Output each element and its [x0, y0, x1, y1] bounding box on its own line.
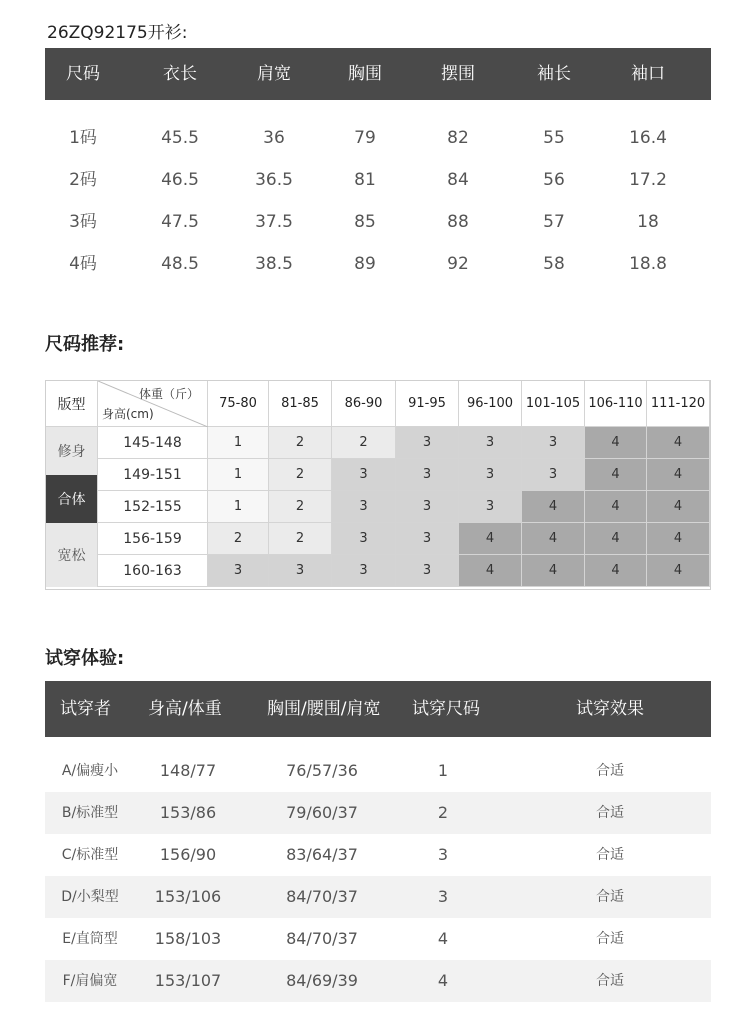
tryon-cell: C/标准型 [61, 847, 119, 863]
tryon-cell: E/直筒型 [62, 931, 118, 947]
weight-range: 91-95 [396, 381, 459, 427]
tryon-cell: D/小梨型 [61, 889, 119, 905]
tryon-table-header [45, 681, 711, 737]
recommend-title: 尺码推荐: [45, 334, 125, 355]
tryon-row [45, 834, 711, 876]
spec-header-cell: 尺码 [66, 64, 100, 84]
tryon-header-cell: 试穿效果 [576, 699, 644, 719]
size-cell: 4 [585, 555, 647, 587]
size-cell: 4 [585, 427, 647, 459]
size-cell: 3 [396, 491, 459, 523]
tryon-header-cell: 试穿尺码 [412, 699, 480, 719]
tryon-cell: 2 [437, 803, 449, 822]
spec-cell: 58 [543, 254, 565, 274]
size-cell: 3 [269, 555, 332, 587]
size-cell: 3 [459, 459, 522, 491]
tryon-cell: 153/106 [154, 887, 222, 906]
spec-cell: 36 [263, 128, 285, 148]
tryon-cell: 合适 [596, 931, 624, 947]
tryon-cell: 合适 [596, 889, 624, 905]
size-cell: 1 [208, 427, 269, 459]
size-cell: 3 [459, 491, 522, 523]
size-cell: 3 [396, 523, 459, 555]
tryon-cell: 84/69/39 [286, 971, 358, 990]
spec-cell: 4码 [69, 254, 97, 274]
size-cell: 4 [522, 491, 585, 523]
tryon-cell: 合适 [596, 847, 624, 863]
weight-range: 86-90 [332, 381, 396, 427]
size-cell: 1 [208, 491, 269, 523]
size-cell: 3 [396, 427, 459, 459]
tryon-cell: 156/90 [159, 845, 217, 864]
spec-row [45, 117, 711, 159]
spec-cell: 79 [354, 128, 376, 148]
size-cell: 3 [459, 427, 522, 459]
size-cell: 3 [332, 459, 396, 491]
tryon-cell: 4 [437, 971, 449, 990]
spec-cell: 18.8 [629, 254, 667, 274]
size-cell: 3 [396, 555, 459, 587]
spec-cell: 18 [637, 212, 659, 232]
spec-cell: 16.4 [629, 128, 667, 148]
tryon-header-cell: 试穿者 [60, 699, 111, 719]
size-cell: 2 [269, 523, 332, 555]
weight-height-header [98, 381, 208, 427]
spec-cell: 57 [543, 212, 565, 232]
size-cell: 4 [647, 491, 710, 523]
size-cell: 2 [269, 491, 332, 523]
spec-header-cell: 摆围 [441, 64, 475, 84]
tryon-cell: 合适 [596, 805, 624, 821]
size-cell: 4 [647, 523, 710, 555]
size-cell: 3 [522, 459, 585, 491]
tryon-cell: 84/70/37 [286, 929, 358, 948]
tryon-cell: 158/103 [154, 929, 222, 948]
size-cell: 4 [585, 523, 647, 555]
spec-cell: 56 [543, 170, 565, 190]
size-cell: 3 [396, 459, 459, 491]
version-cell: 宽松 [46, 523, 98, 587]
tryon-row [45, 876, 711, 918]
size-cell: 3 [208, 555, 269, 587]
tryon-cell: A/偏瘦小 [61, 763, 119, 779]
tryon-cell: F/肩偏宽 [62, 973, 118, 989]
spec-header-cell: 袖口 [631, 64, 665, 84]
tryon-title: 试穿体验: [45, 648, 125, 669]
spec-header-cell: 肩宽 [257, 64, 291, 84]
height-label: 身高(cm) [102, 407, 154, 421]
spec-cell: 92 [447, 254, 469, 274]
spec-cell: 47.5 [161, 212, 199, 232]
spec-cell: 55 [543, 128, 565, 148]
spec-cell: 84 [447, 170, 469, 190]
tryon-cell: 1 [437, 761, 449, 780]
spec-cell: 36.5 [255, 170, 293, 190]
tryon-row [45, 750, 711, 792]
version-cell: 合体 [46, 475, 98, 523]
tryon-cell: 153/107 [154, 971, 222, 990]
height-range: 156-159 [98, 523, 208, 555]
weight-range: 106-110 [585, 381, 647, 427]
size-cell: 2 [332, 427, 396, 459]
spec-row [45, 159, 711, 201]
weight-range: 111-120 [647, 381, 710, 427]
spec-row [45, 201, 711, 243]
size-cell: 4 [647, 555, 710, 587]
tryon-cell: 4 [437, 929, 449, 948]
weight-label: 体重（斤） [138, 387, 199, 401]
spec-cell: 37.5 [255, 212, 293, 232]
tryon-cell: 83/64/37 [286, 845, 358, 864]
size-cell: 3 [522, 427, 585, 459]
tryon-cell: 84/70/37 [286, 887, 358, 906]
weight-range: 75-80 [208, 381, 269, 427]
tryon-cell: 79/60/37 [286, 803, 358, 822]
tryon-row [45, 960, 711, 1002]
tryon-row [45, 792, 711, 834]
size-cell: 4 [522, 523, 585, 555]
size-cell: 3 [332, 491, 396, 523]
spec-table-header [45, 48, 711, 100]
tryon-cell: 3 [437, 887, 449, 906]
tryon-row [45, 918, 711, 960]
weight-range: 81-85 [269, 381, 332, 427]
height-range: 145-148 [98, 427, 208, 459]
height-range: 152-155 [98, 491, 208, 523]
version-header: 版型 [46, 381, 98, 427]
spec-header-cell: 胸围 [348, 64, 382, 84]
spec-cell: 89 [354, 254, 376, 274]
size-cell: 4 [647, 427, 710, 459]
size-recommend-grid [45, 380, 711, 590]
tryon-header-cell: 身高/体重 [148, 699, 222, 719]
spec-row [45, 243, 711, 285]
size-cell: 4 [647, 459, 710, 491]
size-cell: 3 [332, 523, 396, 555]
spec-cell: 85 [354, 212, 376, 232]
tryon-cell: 3 [437, 845, 449, 864]
spec-cell: 38.5 [255, 254, 293, 274]
weight-range: 96-100 [459, 381, 522, 427]
tryon-header-cell: 胸围/腰围/肩宽 [267, 699, 381, 719]
weight-range: 101-105 [522, 381, 585, 427]
tryon-cell: 148/77 [159, 761, 217, 780]
tryon-cell: 合适 [596, 763, 624, 779]
spec-title: 26ZQ92175开衫: [47, 23, 188, 43]
spec-cell: 82 [447, 128, 469, 148]
spec-cell: 1码 [69, 128, 97, 148]
spec-cell: 3码 [69, 212, 97, 232]
size-cell: 2 [208, 523, 269, 555]
tryon-cell: 153/86 [159, 803, 217, 822]
spec-cell: 88 [447, 212, 469, 232]
spec-header-cell: 衣长 [163, 64, 197, 84]
size-cell: 4 [585, 491, 647, 523]
spec-cell: 2码 [69, 170, 97, 190]
spec-cell: 81 [354, 170, 376, 190]
version-cell: 修身 [46, 427, 98, 475]
size-cell: 4 [585, 459, 647, 491]
tryon-cell: 合适 [596, 973, 624, 989]
spec-cell: 48.5 [161, 254, 199, 274]
spec-header-cell: 袖长 [537, 64, 571, 84]
height-range: 160-163 [98, 555, 208, 587]
size-cell: 4 [522, 555, 585, 587]
size-cell: 4 [459, 523, 522, 555]
size-cell: 2 [269, 459, 332, 491]
size-cell: 3 [332, 555, 396, 587]
spec-cell: 45.5 [161, 128, 199, 148]
spec-cell: 46.5 [161, 170, 199, 190]
tryon-cell: 76/57/36 [286, 761, 358, 780]
tryon-cell: B/标准型 [61, 805, 119, 821]
size-cell: 4 [459, 555, 522, 587]
height-range: 149-151 [98, 459, 208, 491]
size-cell: 1 [208, 459, 269, 491]
size-cell: 2 [269, 427, 332, 459]
spec-cell: 17.2 [629, 170, 667, 190]
